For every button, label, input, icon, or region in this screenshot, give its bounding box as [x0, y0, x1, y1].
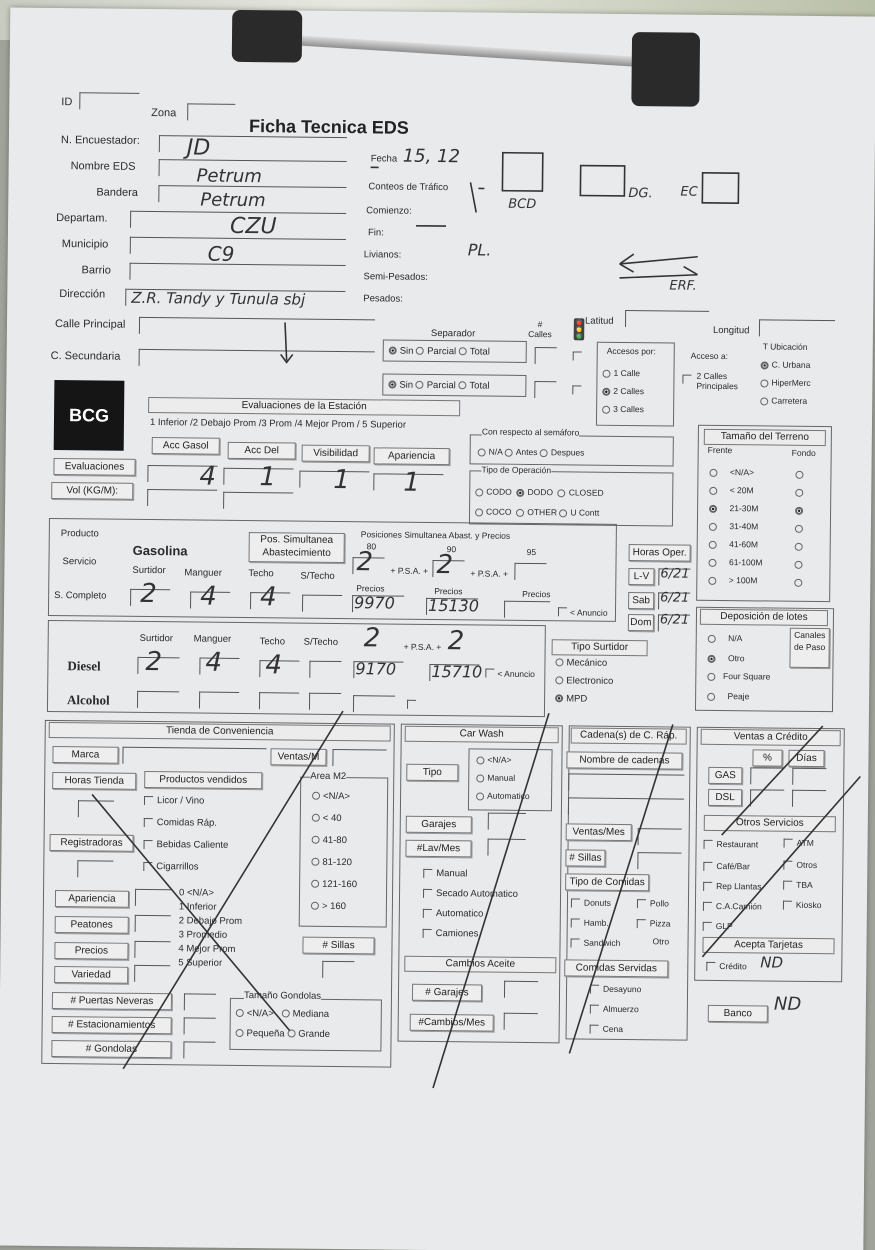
acepta-tarjetas-header: Acepta Tarjetas — [702, 937, 834, 954]
srv-llantas[interactable]: Rep Llantas — [703, 881, 761, 892]
dash-stroke — [370, 167, 447, 226]
credito-header: Ventas a Crédito — [701, 729, 841, 746]
marca-label: Marca — [52, 746, 118, 764]
fondo-radio[interactable] — [794, 579, 802, 587]
gondola-size[interactable]: Pequeña Grande — [236, 1028, 330, 1040]
station-sketch-2 — [580, 166, 624, 196]
evaluaciones-header: Evaluaciones de la Estación — [148, 397, 460, 416]
operacion-label: Tipo de Operación — [481, 464, 552, 476]
producto-label: Producto — [60, 528, 99, 540]
hw-fecha: 15, 12 — [402, 145, 461, 168]
precios-label: Precios — [54, 942, 128, 960]
comienzo-label: Comienzo: — [366, 205, 412, 217]
semaforo-options[interactable]: N/A Antes Despues — [478, 446, 585, 457]
ubicacion-hipermerc[interactable]: HiperMerc — [760, 377, 810, 388]
prod-cigarrillos[interactable]: Cigarrillos — [143, 861, 198, 873]
barrio-label: Barrio — [81, 264, 111, 277]
departamento-label: Departam. — [56, 212, 108, 225]
calles-label: # Calles — [528, 319, 552, 340]
terreno-option[interactable]: < 20M — [709, 485, 753, 495]
hw-eval-2: 1 — [259, 462, 277, 493]
diesel-anuncio-check[interactable] — [485, 669, 494, 678]
col-techo: Techo — [248, 568, 274, 580]
cambios-header: Cambios Aceite — [404, 956, 556, 974]
apariencia-column: Apariencia — [374, 447, 450, 465]
hw-gas-price-1: 9970 — [353, 593, 395, 613]
fondo-radio[interactable] — [795, 471, 803, 479]
ventas-m-field[interactable] — [332, 749, 386, 767]
credito-dias-col: Días — [788, 750, 824, 767]
pesados-label: Pesados: — [363, 293, 403, 305]
tamano-gondolas-label: Tamaño Gondolas — [243, 990, 322, 1002]
srv-glp[interactable]: GLP — [703, 921, 733, 932]
servicio-label: Servicio — [62, 556, 97, 568]
clipboard-clip-icon — [231, 10, 702, 107]
precios-2: Precios — [434, 586, 463, 597]
bandera-label: Bandera — [96, 186, 139, 199]
hw-gas-pos-1: 2 — [356, 547, 374, 578]
registradoras-label: Registradoras — [49, 834, 133, 852]
peatones-field[interactable] — [135, 915, 171, 932]
fondo-radio[interactable] — [795, 489, 803, 497]
nombre-cadenas-field-1[interactable] — [568, 773, 684, 791]
fondo-radio[interactable] — [795, 507, 803, 515]
diesel-col-s-techo: S/Techo — [303, 636, 339, 648]
servida-desayuno[interactable]: Desayuno — [590, 984, 641, 995]
hw-gas-manguer: 4 — [199, 581, 217, 612]
col-manguer: Manguer — [184, 567, 222, 579]
alcohol-s-techo[interactable] — [309, 693, 341, 710]
area-option[interactable]: > 160 — [311, 901, 346, 912]
credito-dsl-row: DSL — [708, 789, 742, 806]
vol-field-2[interactable] — [223, 492, 293, 510]
precios-3: Precios — [522, 588, 551, 600]
productos-vendidos-label: Productos vendidos — [144, 771, 262, 789]
gas-s-techo[interactable] — [302, 595, 342, 612]
area-option[interactable]: 41-80 — [312, 835, 347, 846]
acceso-2-calles[interactable]: 2 Calles — [602, 386, 644, 396]
lav-mes-field[interactable] — [487, 839, 525, 856]
horas-dom-label: Dom — [628, 614, 654, 631]
calles-field-1[interactable] — [535, 347, 557, 364]
area-option[interactable]: 81-120 — [311, 857, 352, 868]
ubicacion-carretera[interactable]: Carretera — [760, 395, 807, 405]
hw-encuestador: JD — [186, 135, 211, 161]
municipio-label: Municipio — [61, 238, 109, 251]
deposicion-otro[interactable]: Otro — [707, 653, 744, 663]
carwash-header: Car Wash — [405, 726, 559, 744]
col-surtidor: Surtidor — [132, 564, 166, 577]
lav-mes-label: #Lav/Mes — [405, 840, 471, 858]
hw-diesel-surtidor: 2 — [145, 646, 163, 678]
tienda-header: Tienda de Conveniencia — [49, 722, 391, 742]
gasolina-label: Gasolina — [132, 542, 188, 559]
rating-scale-item: 1 Inferior — [178, 901, 217, 913]
apariencia-field[interactable] — [135, 889, 171, 906]
calles-principales-check[interactable] — [682, 375, 691, 384]
gondolas-label: # Gondolas — [51, 1040, 171, 1058]
cambios-mes-label: #Cambios/Mes — [410, 1014, 494, 1032]
gondola-na[interactable]: <N/A> Mediana — [236, 1008, 329, 1020]
comida-pizza[interactable]: Pizza — [637, 918, 671, 929]
fondo-label: Fondo — [791, 447, 816, 458]
alcohol-techo[interactable] — [259, 692, 299, 709]
cad-sillas-field[interactable] — [637, 852, 681, 869]
deposicion-four[interactable]: Four Square — [707, 671, 770, 682]
hw-horas-dom: 6/21 — [659, 612, 690, 628]
comida-donuts[interactable]: Donuts — [571, 897, 611, 908]
servida-almuerzo[interactable]: Almuerzo — [590, 1004, 639, 1015]
hw-diesel-pos-2: 2 — [447, 626, 465, 657]
station-sketch-1 — [502, 153, 542, 191]
hw-pl: PL. — [467, 240, 492, 260]
rating-scale-item: 5 Superior — [178, 957, 223, 969]
tipo-label: Tipo — [406, 764, 458, 782]
alcohol-check[interactable] — [407, 700, 416, 709]
apariencia-label: Apariencia — [55, 890, 129, 908]
zona-label: Zona — [151, 107, 177, 120]
calles-check-2[interactable] — [572, 385, 581, 394]
cw-secado[interactable]: Secado Automatico — [423, 888, 518, 900]
psa-2: + P.S.A. + — [470, 568, 509, 579]
srv-otros[interactable]: Otros — [783, 860, 817, 871]
puertas-label: # Puertas Neveras — [52, 992, 172, 1010]
gondolas-box — [229, 998, 382, 1052]
precios-field[interactable] — [134, 941, 170, 958]
calles-field-2[interactable] — [534, 381, 556, 398]
horas-oper-label: Horas Oper. — [629, 544, 691, 562]
hw-departamento: CZU — [229, 213, 277, 240]
semaforo-label: Con respecto al semáforo — [481, 426, 580, 438]
prod-licor[interactable]: Licor / Vino — [144, 795, 204, 807]
conteos-label: Conteos de Tráfico — [368, 181, 449, 194]
acc-gasol-column: Acc Gasol — [152, 437, 220, 455]
nombre-eds-label: Nombre EDS — [70, 160, 136, 173]
gas-precio-95[interactable] — [504, 601, 550, 618]
vol-row: Vol (KG/M): — [51, 482, 133, 500]
hw-gas-pos-2: 2 — [436, 550, 454, 581]
sillas-field[interactable] — [322, 961, 354, 978]
srv-cafe[interactable]: Café/Bar — [703, 861, 750, 872]
municipio-field[interactable] — [130, 237, 346, 256]
acceso-3-calles[interactable]: 3 Calles — [602, 404, 644, 414]
erf-arrows — [620, 254, 698, 279]
longitud-field[interactable] — [759, 319, 835, 337]
s-completo-label: S. Completo — [54, 590, 107, 602]
cad-sillas-label: # Sillas — [565, 849, 605, 866]
registradoras-field[interactable] — [77, 860, 113, 877]
tarjeta-credito[interactable]: Crédito — [706, 961, 747, 972]
prod-bebidas[interactable]: Bebidas Caliente — [143, 839, 228, 851]
gondolas-field[interactable] — [183, 1041, 215, 1058]
ventas-m-label: Ventas/M — [270, 748, 326, 766]
alcohol-label: Alcohol — [66, 692, 110, 708]
estacionamientos-label: # Estacionamientos — [52, 1016, 172, 1034]
calle-secundaria-field[interactable] — [139, 349, 375, 368]
hw-erf: ERF. — [669, 278, 697, 294]
credito-dsl-pct[interactable] — [750, 789, 784, 806]
hw-diesel-pos-1: 2 — [363, 623, 381, 654]
calle-principal-label: Calle Principal — [54, 318, 126, 331]
zona-field[interactable] — [187, 103, 235, 121]
diesel-col-surtidor: Surtidor — [139, 632, 174, 645]
srv-restaurant[interactable]: Restaurant — [704, 839, 759, 850]
tipo-manual[interactable]: Manual — [476, 772, 515, 782]
tipo-na[interactable]: <N/A> — [476, 754, 511, 764]
frente-label: Frente — [707, 444, 733, 456]
nombre-cadenas-field-2[interactable] — [568, 797, 684, 815]
hw-gas-price-2: 15130 — [427, 595, 480, 616]
accesos-label: Accesos por: — [606, 345, 656, 357]
terreno-header: Tamaño del Terreno — [704, 429, 826, 446]
estacionamientos-field[interactable] — [184, 1017, 216, 1034]
evaluaciones-scale: 1 Inferior /2 Debajo Prom /3 Prom /4 Mejor Prom / 5 Superior — [149, 417, 407, 431]
terreno-option[interactable]: <N/A> — [709, 467, 754, 477]
srv-atm[interactable]: ATM — [784, 838, 814, 849]
acc-del-column: Acc Del — [228, 442, 296, 460]
hw-diesel-manguer: 4 — [205, 647, 223, 678]
gas-anuncio-check[interactable] — [558, 607, 567, 616]
area-option[interactable]: 121-160 — [311, 879, 357, 890]
operacion-row-2[interactable]: COCO OTHER U Contt — [475, 506, 599, 517]
hw-horas-sab: 6/21 — [660, 590, 690, 606]
longitud-label: Longitud — [712, 324, 750, 337]
comida-sandwich[interactable]: Sandwich — [570, 937, 620, 948]
cw-manual[interactable]: Manual — [423, 868, 467, 879]
hw-diesel-price-1: 9170 — [355, 659, 397, 679]
num-80: 80 — [366, 541, 377, 552]
deposicion-na[interactable]: N/A — [708, 633, 743, 643]
num-90: 90 — [446, 544, 457, 555]
num-95: 95 — [526, 546, 537, 558]
hw-diesel-techo: 4 — [265, 650, 283, 681]
vol-field-1[interactable] — [147, 489, 217, 507]
separador-row1-opts[interactable]: Sin Parcial Total — [389, 346, 490, 358]
comida-otro[interactable]: Otro — [652, 936, 670, 947]
surtidor-mpd[interactable]: MPD — [555, 693, 587, 704]
tipo-automatico[interactable]: Automatico — [476, 790, 530, 801]
psa-1: + P.S.A. + — [390, 565, 429, 576]
latitud-field[interactable] — [625, 310, 709, 328]
calle-principal-field[interactable] — [139, 317, 375, 336]
id-field[interactable] — [79, 92, 139, 110]
acceso-1-calle[interactable]: 1 Calle — [602, 368, 640, 378]
diesel-label: Diesel — [67, 658, 101, 674]
credito-dsl-dias[interactable] — [792, 790, 826, 807]
rating-scale-item: 2 Debajo Prom — [178, 915, 243, 928]
fondo-radio[interactable] — [794, 561, 802, 569]
gas-anuncio-label: < Anuncio — [569, 607, 608, 618]
srv-camion[interactable]: C.A.Camión — [703, 901, 762, 912]
direccion-label: Dirección — [59, 288, 106, 301]
comida-hamb[interactable]: Hamb. — [571, 917, 609, 928]
fondo-radio[interactable] — [795, 525, 803, 533]
hw-diesel-price-2: 15710 — [431, 661, 483, 682]
horas-sab-label: Sab — [628, 592, 654, 609]
surtidor-mecanico[interactable]: Mecánico — [555, 657, 607, 669]
marca-field[interactable] — [122, 747, 266, 766]
alcohol-surtidor[interactable] — [137, 691, 179, 708]
horas-lv-label: L-V — [628, 568, 654, 585]
encuestador-label: N. Encuestador: — [60, 134, 140, 147]
latitud-label: Latitud — [584, 315, 614, 327]
hw-bandera: Petrum — [200, 189, 266, 212]
hw-eval-3: 1 — [333, 464, 351, 496]
servida-cena[interactable]: Cena — [590, 1024, 623, 1035]
comidas-servidas-label: Comidas Servidas — [564, 959, 668, 977]
variedad-label: Variedad — [54, 966, 128, 984]
form-title: Ficha Tecnica EDS — [248, 116, 409, 138]
rating-scale-item: 4 Mejor Prom — [178, 943, 236, 955]
terreno-option[interactable]: 61-100M — [708, 557, 762, 568]
id-label: ID — [61, 96, 73, 109]
cambios-garajes-label: # Garajes — [412, 984, 482, 1002]
prod-comidas[interactable]: Comidas Ráp. — [144, 817, 217, 829]
credito-pct-col: % — [752, 749, 782, 766]
cadenas-header: Cadena(s) de C. Ráp. — [571, 727, 687, 744]
calles-principales-label: 2 Calles Principales — [696, 370, 739, 392]
semi-label: Semi-Pesados: — [363, 271, 428, 283]
hw-direccion: Z.R. Tandy y Tunula sbj — [131, 288, 306, 309]
separador-row2-opts[interactable]: Sin Parcial Total — [388, 380, 489, 392]
variedad-field[interactable] — [134, 965, 170, 982]
calles-check-1[interactable] — [573, 351, 582, 360]
peatones-label: Peatones — [55, 916, 129, 934]
srv-tba[interactable]: TBA — [783, 880, 813, 891]
station-sketch-3 — [702, 173, 738, 203]
cad-ventas-field[interactable] — [638, 828, 682, 845]
surtidor-electronico[interactable]: Electronico — [555, 675, 613, 687]
operacion-box — [469, 470, 674, 526]
precios-1: Precios — [356, 583, 385, 594]
hw-credito: ND — [760, 953, 784, 972]
horas-tienda-field[interactable] — [78, 800, 114, 817]
alcohol-manguer[interactable] — [199, 692, 239, 709]
cw-automatico[interactable]: Automatico — [423, 908, 484, 920]
alcohol-precio[interactable] — [353, 695, 395, 712]
nombre-cadenas-label: Nombre de cadenas — [566, 751, 682, 769]
pos-sim-button: Pos. Simultanea Abastecimiento — [249, 532, 345, 563]
hw-eval-4: 1 — [403, 467, 421, 498]
ubicacion-label: T Ubicación — [762, 341, 808, 352]
visibilidad-column: Visibilidad — [302, 445, 370, 463]
hw-nombre: Petrum — [196, 165, 263, 188]
fin-label: Fin: — [367, 227, 384, 239]
cambios-mes-field[interactable] — [504, 1013, 538, 1030]
livianos-label: Livianos: — [363, 249, 402, 261]
horas-tienda-label: Horas Tienda — [52, 772, 136, 790]
terreno-option[interactable]: > 100M — [708, 575, 757, 586]
cw-camiones[interactable]: Camiones — [423, 928, 479, 940]
hw-eval-1: 4 — [199, 461, 217, 492]
sillas-label: # Sillas — [302, 937, 374, 955]
diesel-col-techo: Techo — [259, 636, 286, 648]
banco-label: Banco — [708, 1005, 768, 1023]
traffic-light-icon: 🚦 — [566, 319, 592, 342]
canales-paso-label: Canales de Paso — [789, 628, 829, 668]
evaluaciones-row: Evaluaciones — [53, 458, 135, 476]
fondo-radio[interactable] — [795, 543, 803, 551]
cambios-garajes-field[interactable] — [504, 981, 538, 998]
credito-gas-pct[interactable] — [750, 767, 784, 784]
garajes-label: Garajes — [406, 816, 472, 834]
col-s-techo: S/Techo — [300, 570, 335, 582]
hw-ec: EC — [680, 184, 698, 200]
cad-ventas-label: Ventas/Mes — [566, 823, 632, 841]
diesel-anuncio-label: < Anuncio — [497, 668, 535, 680]
area-option[interactable]: <N/A> — [312, 791, 350, 802]
operacion-row-1[interactable]: CODO DODO CLOSED — [475, 486, 604, 497]
tipo-comidas-label: Tipo de Comidas — [565, 873, 649, 891]
hw-dg: DG. — [628, 186, 653, 202]
hw-bcd: BCD — [508, 196, 537, 213]
bcg-logo: BCG — [54, 380, 125, 451]
form-sheet — [0, 8, 875, 1250]
terreno-option[interactable]: 41-60M — [709, 539, 758, 550]
calle-secundaria-label: C. Secundaria — [50, 349, 121, 363]
garajes-field[interactable] — [488, 813, 526, 830]
hw-gas-surtidor: 2 — [140, 578, 157, 610]
diesel-s-techo[interactable] — [309, 661, 341, 678]
credito-gas-dias[interactable] — [792, 768, 826, 785]
deposicion-peaje[interactable]: Peaje — [707, 691, 749, 701]
hw-gas-techo: 4 — [259, 582, 277, 613]
hw-horas-lv: 6/21 — [660, 566, 690, 582]
hw-municipio: C9 — [207, 241, 235, 266]
pos-sim-precios-label: Posiciones Simultanea Abast. y Precios — [360, 529, 511, 541]
diesel-psa: + P.S.A. + — [403, 641, 442, 653]
area-label: Area M2 — [310, 770, 347, 783]
gas-pos-95[interactable] — [514, 563, 546, 580]
terreno-option[interactable]: 21-30M — [709, 503, 758, 514]
credito-gas-row: GAS — [708, 767, 742, 784]
acceso-a-label: Acceso a: — [690, 350, 729, 362]
area-option[interactable]: < 40 — [312, 813, 342, 824]
diesel-col-manguer: Manguer — [193, 633, 232, 645]
puertas-field[interactable] — [184, 993, 216, 1010]
comida-pollo[interactable]: Pollo — [637, 898, 669, 909]
fecha-label: Fecha — [370, 153, 398, 165]
ubicacion-urbana[interactable]: C. Urbana — [761, 359, 811, 370]
srv-kiosko[interactable]: Kiosko — [783, 900, 822, 911]
rating-scale-item: 0 <N/A> — [178, 887, 214, 899]
deposicion-header: Deposición de lotes — [700, 609, 828, 626]
barrio-field[interactable] — [129, 263, 345, 282]
terreno-option[interactable]: 31-40M — [709, 521, 758, 532]
otros-servicios-header: Otros Servicios — [704, 815, 836, 832]
arrow-stroke — [470, 182, 484, 212]
tipo-surtidor-header: Tipo Surtidor — [552, 639, 648, 656]
hw-banco: ND — [773, 993, 802, 1015]
rating-scale-item: 3 Promedio — [178, 929, 228, 941]
separador-label: Separador — [430, 327, 476, 340]
